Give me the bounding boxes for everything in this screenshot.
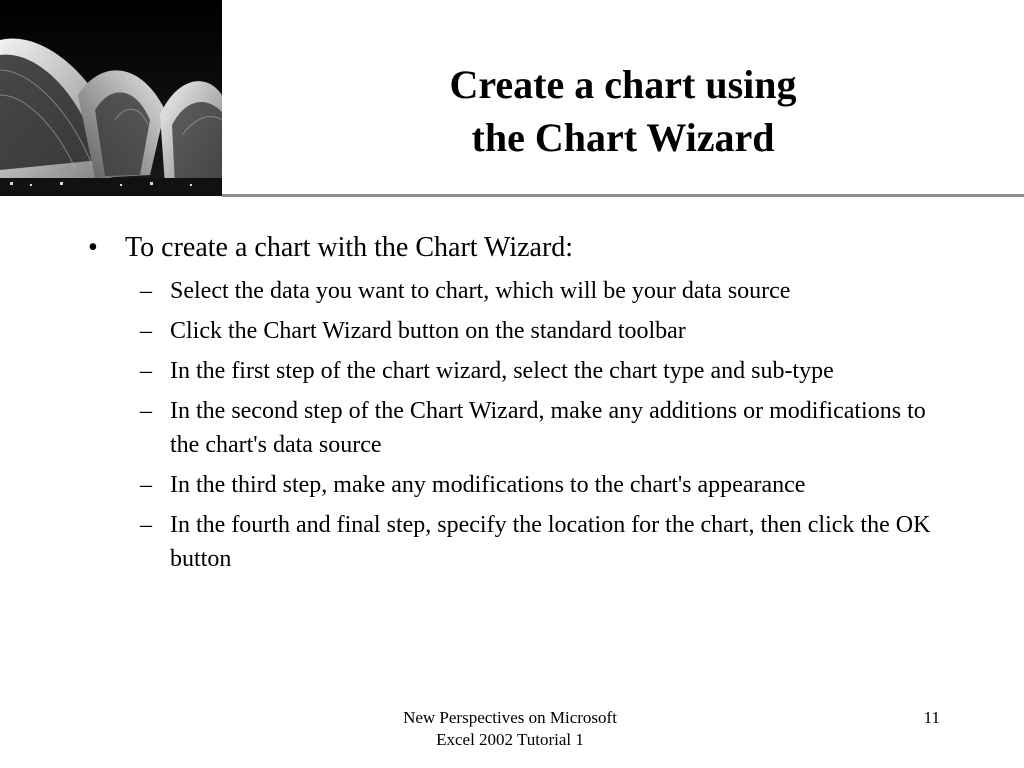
main-bullet xyxy=(88,228,948,268)
bullet-mark: • xyxy=(88,232,98,263)
main-bullet-text: To create a chart with the Chart Wizard: xyxy=(125,232,574,263)
sub-bullet-text: In the third step, make any modifications to the chart's appearance xyxy=(170,472,806,498)
sub-bullet-text: In the fourth and final step, specify the location for the chart, then click the OK button xyxy=(170,512,931,572)
footer-line-2: Excel 2002 Tutorial 1 xyxy=(436,730,584,749)
sub-bullet-text: In the first step of the chart wizard, select the chart type and sub-type xyxy=(170,358,834,384)
sub-bullet-text: Select the data you want to chart, which will be your data source xyxy=(170,278,791,304)
sub-bullet xyxy=(88,508,948,576)
footer-line-1: New Perspectives on Microsoft xyxy=(403,708,617,727)
dash-mark: – xyxy=(140,358,152,384)
dash-mark: – xyxy=(140,398,152,424)
dash-mark: – xyxy=(140,318,152,344)
slide-body xyxy=(88,228,948,582)
footer-text xyxy=(340,707,680,751)
dash-mark: – xyxy=(140,278,152,304)
sub-bullet-text: Click the Chart Wizard button on the standard toolbar xyxy=(170,318,686,344)
sub-bullet xyxy=(88,354,948,388)
sub-bullet xyxy=(88,468,948,502)
dash-mark: – xyxy=(140,512,152,538)
sub-bullet-text: In the second step of the Chart Wizard, make any additions or modifications to the chart's data source xyxy=(170,398,926,458)
sub-bullet-list xyxy=(88,274,948,576)
dash-mark: – xyxy=(140,472,152,498)
sub-bullet xyxy=(88,314,948,348)
slide-title xyxy=(222,58,1024,164)
slide-title-line-1: Create a chart using xyxy=(449,62,797,107)
sub-bullet xyxy=(88,274,948,308)
slide-number: 11 xyxy=(923,708,940,727)
title-divider xyxy=(222,194,1024,197)
opera-house-photo xyxy=(0,0,222,196)
slide-title-line-2: the Chart Wizard xyxy=(471,115,775,160)
sub-bullet xyxy=(88,394,948,462)
